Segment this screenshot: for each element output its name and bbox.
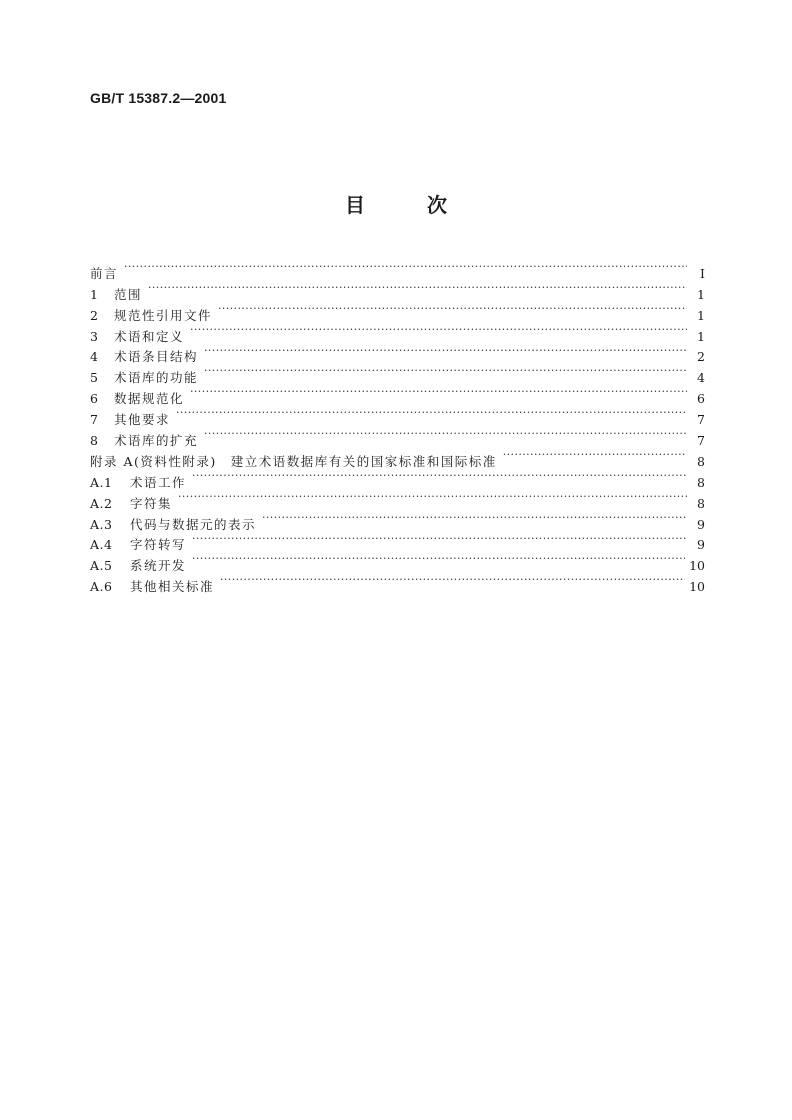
dot-leader xyxy=(192,529,687,550)
toc-entry[interactable] xyxy=(90,487,705,511)
toc-entry-page: 8 xyxy=(697,474,705,490)
dot-leader xyxy=(204,341,687,362)
dot-leader xyxy=(204,361,687,382)
toc-entry-page: 2 xyxy=(697,349,705,365)
toc-entry-number: A.6 xyxy=(90,579,113,595)
toc-entry-label: 字符转写 xyxy=(130,537,187,553)
toc-entry-page: 9 xyxy=(697,537,705,553)
toc-entry-page: 7 xyxy=(697,433,705,449)
toc-entry-page: 8 xyxy=(697,495,705,511)
toc-entry[interactable] xyxy=(90,299,705,323)
dot-leader xyxy=(176,403,687,424)
toc-entry-page: 10 xyxy=(689,558,705,574)
dot-leader xyxy=(190,382,687,403)
toc-entry-number: A.3 xyxy=(90,516,113,532)
toc-entry-number: 5 xyxy=(90,370,99,386)
dot-leader xyxy=(178,487,687,508)
toc-entry-label: 规范性引用文件 xyxy=(114,307,213,323)
toc-entry-number: 6 xyxy=(90,391,99,407)
toc-entry-number: 3 xyxy=(90,328,99,344)
toc-entry-number: 2 xyxy=(90,307,99,323)
table-of-contents xyxy=(90,257,705,595)
dot-leader xyxy=(192,549,685,570)
toc-entry-label: 术语条目结构 xyxy=(114,349,199,365)
dot-leader xyxy=(262,508,687,529)
document-number: GB/T 15387.2—2001 xyxy=(90,90,227,106)
toc-entry-number: 4 xyxy=(90,349,99,365)
toc-entry-label: 术语库的功能 xyxy=(114,370,199,386)
dot-leader xyxy=(148,278,687,299)
toc-entry-page: 10 xyxy=(689,579,705,595)
toc-entry-label: 其他要求 xyxy=(114,412,171,428)
toc-title-part1: 目 xyxy=(345,193,365,217)
toc-entry-label: 代码与数据元的表示 xyxy=(130,516,257,532)
toc-entry-label: 数据规范化 xyxy=(114,391,185,407)
dot-leader xyxy=(218,299,687,320)
toc-entry-label: 字符集 xyxy=(130,495,173,511)
toc-entry-page: 1 xyxy=(697,286,705,302)
toc-entry-number: A.1 xyxy=(90,474,113,490)
toc-entry-label: 前言 xyxy=(90,265,119,281)
toc-entry-number: 7 xyxy=(90,412,99,428)
toc-entry-page: 1 xyxy=(697,307,705,323)
toc-entry[interactable] xyxy=(90,278,705,302)
toc-entry-number: 1 xyxy=(90,286,99,302)
toc-entry-page: 1 xyxy=(697,328,705,344)
toc-entry-label: 范围 xyxy=(114,286,143,302)
dot-leader xyxy=(192,466,687,487)
toc-entry-number: A.5 xyxy=(90,558,113,574)
dot-leader xyxy=(124,257,687,278)
toc-entry[interactable] xyxy=(90,508,705,532)
toc-entry[interactable] xyxy=(90,403,705,428)
toc-entry-label: 系统开发 xyxy=(130,558,187,574)
toc-entry-page: 7 xyxy=(697,412,705,428)
toc-entry-page: I xyxy=(700,265,705,281)
toc-entry-number: A.2 xyxy=(90,495,113,511)
dot-leader xyxy=(503,445,687,466)
toc-entry-label: 附录 A(资料性附录) 建立术语数据库有关的国家标准和国际标准 xyxy=(90,453,497,469)
dot-leader xyxy=(220,570,685,591)
toc-entry-number: A.4 xyxy=(90,537,113,553)
toc-entry-label: 其他相关标准 xyxy=(130,579,215,595)
toc-entry-label: 术语和定义 xyxy=(114,328,185,344)
toc-entry-label: 术语库的扩充 xyxy=(114,433,199,449)
toc-entry-page: 6 xyxy=(697,391,705,407)
dot-leader xyxy=(204,424,687,445)
toc-title xyxy=(0,189,792,218)
toc-entry-page: 9 xyxy=(697,516,705,532)
toc-entry-label: 术语工作 xyxy=(130,474,187,490)
dot-leader xyxy=(190,320,687,341)
toc-entry-page: 8 xyxy=(697,453,705,469)
toc-entry-page: 4 xyxy=(697,370,705,386)
toc-entry[interactable] xyxy=(90,257,705,281)
toc-entry-number: 8 xyxy=(90,433,99,449)
toc-title-part2: 次 xyxy=(427,193,447,217)
toc-entry[interactable] xyxy=(90,424,705,449)
